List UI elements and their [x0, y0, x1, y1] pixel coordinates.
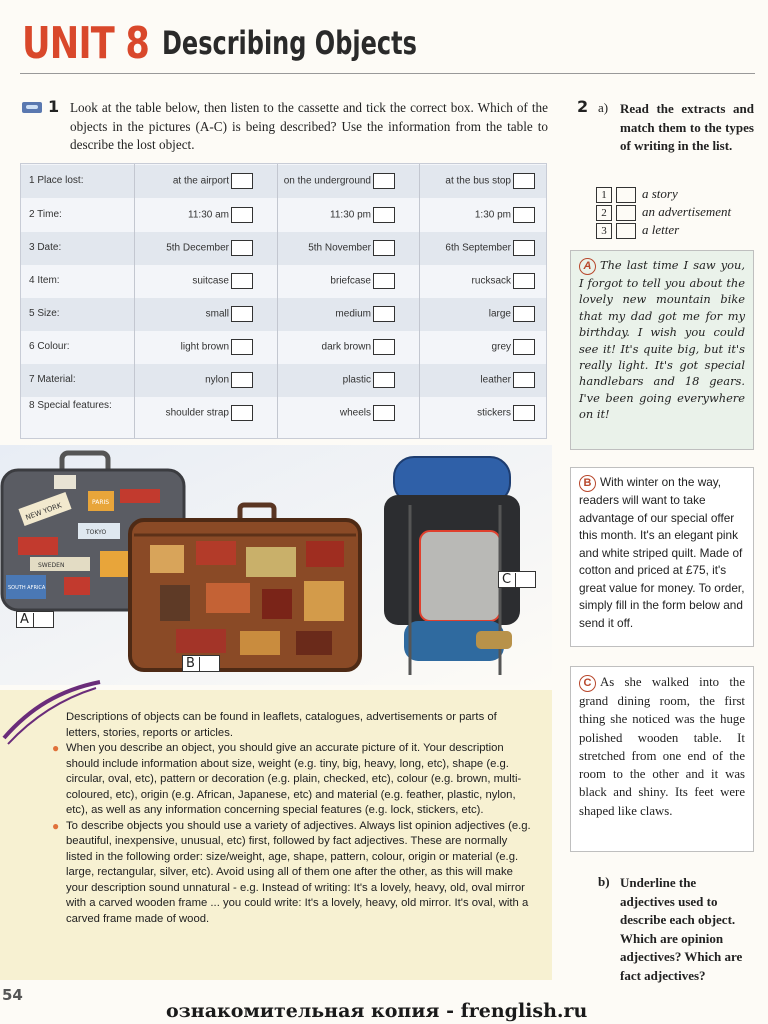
footer-watermark: ознакомительная копия - frenglish.ru [166, 1000, 588, 1022]
svg-text:SOUTH AFRICA: SOUTH AFRICA [8, 585, 46, 591]
table-row-label: 7 Material: [29, 374, 76, 385]
tick-box[interactable] [513, 273, 535, 289]
svg-text:SWEDEN: SWEDEN [38, 562, 65, 569]
table-option: plastic [343, 372, 395, 388]
exercise-2b-label: b) [598, 874, 610, 889]
picture-label-c: C [498, 571, 536, 588]
unit-number: UNIT 8 [22, 18, 150, 69]
suitcase-b-image [130, 505, 360, 670]
table-row-label: 3 Date: [29, 242, 62, 253]
svg-text:TOKYO: TOKYO [86, 529, 107, 536]
table-row-label: 2 Time: [29, 209, 62, 220]
table-row [21, 165, 546, 198]
table-row [21, 199, 546, 232]
tick-box[interactable] [231, 405, 253, 421]
tick-box[interactable] [231, 173, 253, 189]
choice-advertisement: 2 an advertisement [596, 204, 731, 221]
unit-title: Describing Objects [162, 24, 417, 62]
table-option: rucksack [472, 273, 535, 289]
table-option: grey [492, 339, 535, 355]
table-row-label: 4 Item: [29, 275, 60, 286]
table-option: light brown [181, 339, 253, 355]
table-option: 5th November [308, 240, 395, 256]
table-row-label: 6 Colour: [29, 341, 70, 352]
header-divider [20, 73, 755, 74]
exercise-1-number: 1 [48, 97, 60, 116]
table-row [21, 232, 546, 265]
table-option: large [489, 306, 535, 322]
table-option: 6th September [445, 240, 535, 256]
exercise-2a-instructions: Read the extracts and match them to the types of writing in the list. [620, 101, 754, 153]
tick-box[interactable] [231, 306, 253, 322]
table-option: leather [480, 372, 535, 388]
picture-label-a: A [16, 611, 54, 628]
exercise-2b-instructions: Underline the adjectives used to describe each object. Which are opinion adjectives? Which are fact adjectives? [620, 875, 743, 983]
picture-label-b: B [182, 655, 220, 672]
cassette-icon [22, 102, 42, 113]
table-option: 5th December [166, 240, 253, 256]
lost-item-table [20, 163, 547, 439]
table-option: at the airport [173, 173, 253, 189]
table-row-label: 5 Size: [29, 308, 60, 319]
extract-c-badge: C [579, 675, 596, 692]
exercise-2-number: 2 [577, 97, 589, 116]
table-option: small [206, 306, 253, 322]
table-divider [277, 164, 278, 438]
tick-box[interactable] [231, 207, 253, 223]
bullet-icon: ● [52, 818, 60, 833]
table-option: briefcase [330, 273, 395, 289]
tick-box[interactable] [231, 339, 253, 355]
tick-box[interactable] [33, 613, 50, 627]
tick-box[interactable] [513, 173, 535, 189]
tick-box[interactable] [373, 273, 395, 289]
table-option: wheels [340, 405, 395, 421]
extract-b-badge: B [579, 475, 596, 492]
luggage-illustration [0, 445, 552, 685]
extract-a-badge: A [579, 258, 596, 275]
tick-box[interactable] [513, 306, 535, 322]
table-option: on the underground [284, 173, 395, 189]
table-divider [419, 164, 420, 438]
tick-box[interactable] [513, 339, 535, 355]
tick-box[interactable] [199, 657, 216, 671]
tick-box[interactable] [231, 240, 253, 256]
tick-box[interactable] [513, 372, 535, 388]
table-row [21, 298, 546, 331]
table-row [21, 331, 546, 364]
tick-box[interactable] [513, 240, 535, 256]
exercise-1-instructions: Look at the table below, then listen to the cassette and tick the correct box. Which of the objects in the pictures (A-C) is being described? Use the information from the table to describe the lost object. [70, 100, 548, 152]
answer-box[interactable] [616, 205, 636, 221]
tick-box[interactable] [373, 207, 395, 223]
extract-b: B With winter on the way, readers will want to take advantage of our special offer this month. It's an elegant pink and white striped quilt. Made of cotton and priced at £75, it's great value for money. To order, simply fill in the form below and send it off. [570, 467, 754, 647]
table-option: at the bus stop [445, 173, 535, 189]
tick-box[interactable] [373, 405, 395, 421]
tick-box[interactable] [513, 207, 535, 223]
table-row-label: 8 Special features: [29, 400, 112, 411]
choice-letter: 3 a letter [596, 222, 679, 239]
tick-box[interactable] [373, 339, 395, 355]
answer-box[interactable] [616, 187, 636, 203]
table-option: 1:30 pm [475, 207, 535, 223]
table-row [21, 364, 546, 397]
table-option: dark brown [322, 339, 395, 355]
rucksack-c-image [384, 457, 520, 675]
answer-box[interactable] [616, 223, 636, 239]
tick-box[interactable] [373, 372, 395, 388]
extract-c: C As she walked into the grand dining room, the first thing she noticed was the huge polished wooden table. It stretched from one end of the room to the other and it was black and shiny. Its feet were shaped like claws. [570, 666, 754, 852]
tick-box[interactable] [373, 240, 395, 256]
tick-box[interactable] [373, 306, 395, 322]
table-option: shoulder strap [166, 405, 253, 421]
bullet-icon: ● [52, 741, 60, 755]
notes-bullet-2: ● To describe objects you should use a variety of adjectives. Always list opinion adjectives (e.g. beautiful, inexpensive, unusual, etc) first, followed by fact adjectives. These are normally listed in the following order: size/weight, age, shape, pattern, colour, origin or material (e.g. large, rectangular, silver, etc). Avoid using all of them one after the other, as this will make your description sound unnatural - e.g. Instead of writing: It's a lovely, heavy, old, oval mirror with a carved wooden frame ... you could write: It's a lovely, heavy, old mirror. It's oval, with a carved frame made of wood. [52, 818, 531, 925]
table-row-label: 1 Place lost: [29, 175, 84, 186]
tick-box[interactable] [513, 405, 535, 421]
table-option: 11:30 am [188, 207, 253, 223]
table-option: suitcase [192, 273, 253, 289]
table-row [21, 397, 546, 431]
table-option: nylon [205, 372, 253, 388]
tick-box[interactable] [515, 573, 532, 587]
svg-text:NEW YORK: NEW YORK [24, 501, 63, 522]
notes-bullet-1: ● When you describe an object, you should give an accurate picture of it. Your description should include information about size, weight (e.g. tiny, big, heavy, long, etc), shape (e.g. circular, oval, etc), pattern or decoration (e.g. plain, checked, etc), colour (e.g. brown, multi-coloured, etc), origin (e.g. African, Japanese, etc) and material (e.g. feather, plastic, nylon, etc), as well as any information concerning special features (e.g. lock, stickers, etc). [52, 741, 522, 816]
table-option: medium [335, 306, 395, 322]
tick-box[interactable] [231, 273, 253, 289]
table-option: 11:30 pm [330, 207, 395, 223]
table-option: stickers [477, 405, 535, 421]
tick-box[interactable] [373, 173, 395, 189]
table-divider [134, 164, 135, 438]
table-row [21, 265, 546, 298]
luggage-pictures [0, 445, 552, 685]
notes-intro: Descriptions of objects can be found in leaflets, catalogues, advertisements or parts of letters, stories, reports or articles. [66, 711, 497, 739]
page-number: 54 [2, 986, 23, 1004]
svg-text:PARIS: PARIS [92, 499, 110, 506]
notes-panel [0, 690, 552, 980]
exercise-2a-label: a) [598, 100, 609, 115]
tick-box[interactable] [231, 372, 253, 388]
extract-a: A The last time I saw you, I forgot to tell you about the lovely new mountain bike that my dad got me for my birthday. I wish you could see it! It's quite big, but it's really light. It's got special handlebars and 18 gears. I've been going everywhere on it! [570, 250, 754, 450]
choice-story: 1 a story [596, 186, 678, 203]
